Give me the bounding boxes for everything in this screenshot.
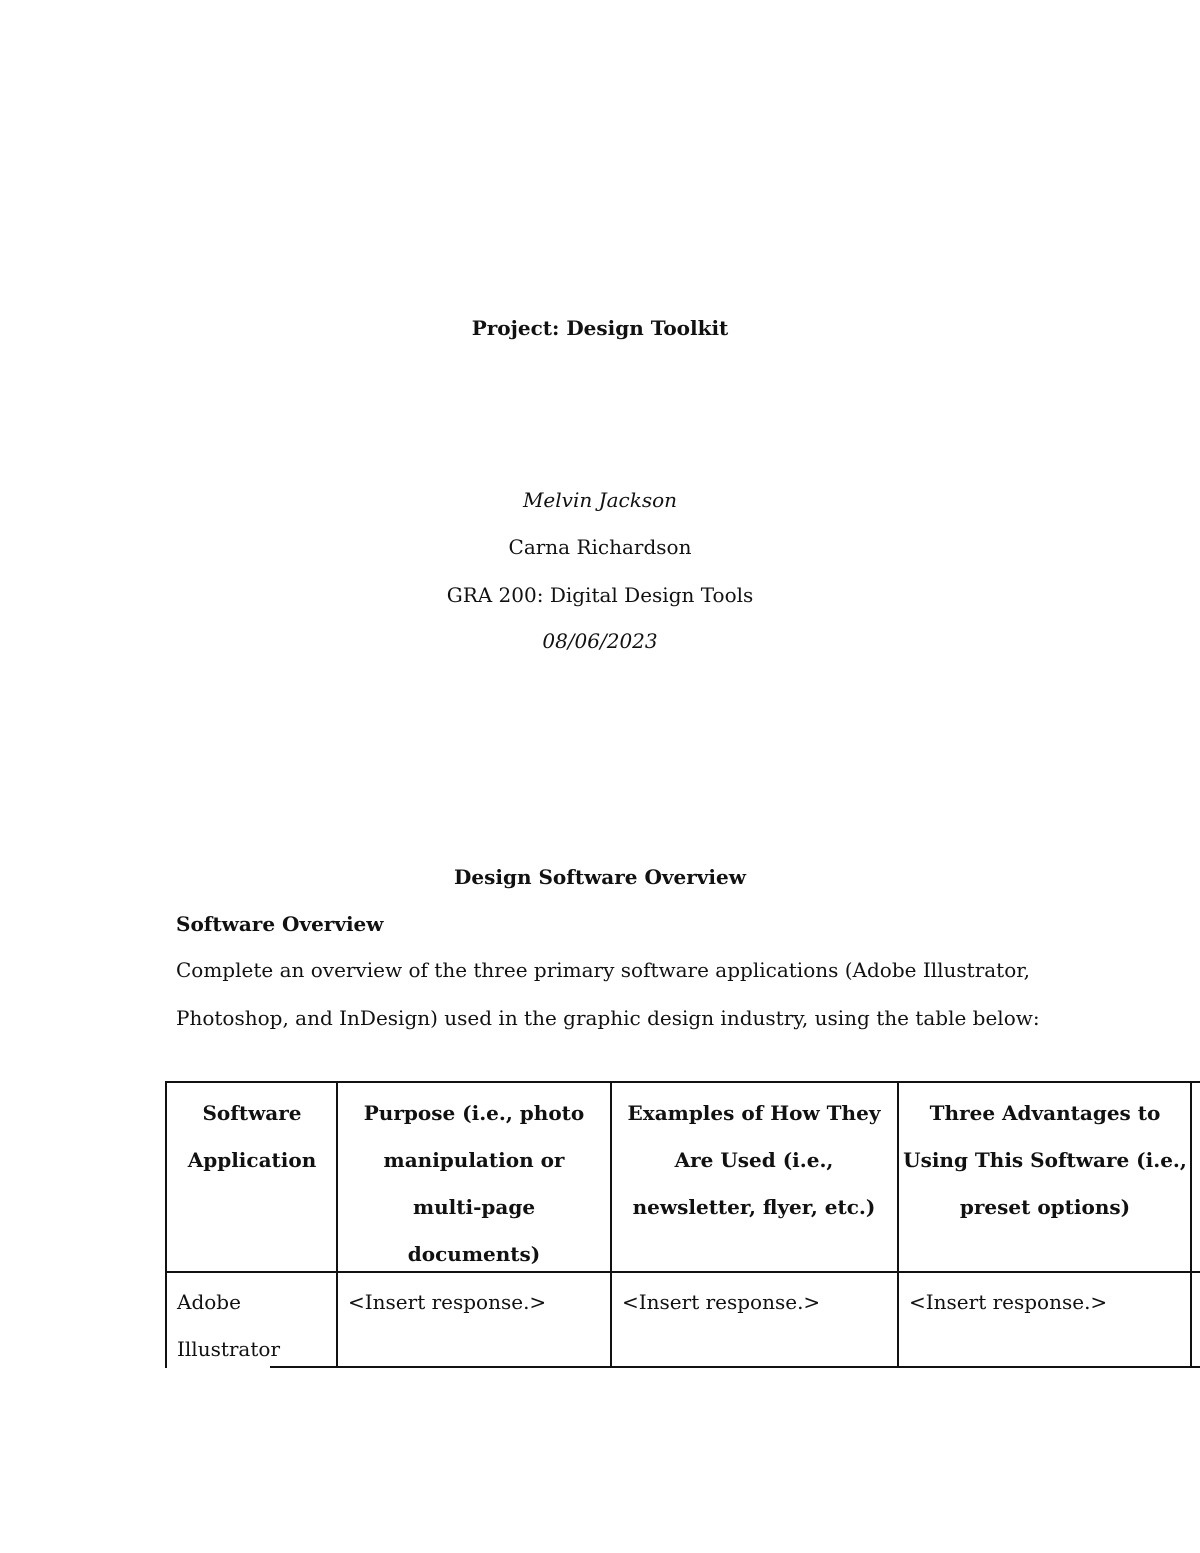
table-header-advantages: Three Advantages to Using This Software (i.e., preset options) (903, 1101, 1187, 1219)
instruction-paragraph-line-1: Complete an overview of the three primary software applications (Adobe Illustrator, (176, 958, 1030, 982)
table-header-purpose: Purpose (i.e., photo manipulation or multi-page documents) (363, 1101, 585, 1266)
table-bottom-border (270, 1366, 1200, 1368)
table-left-border (165, 1081, 167, 1368)
section-title: Design Software Overview (454, 865, 746, 889)
table-right-border (1190, 1081, 1192, 1368)
document-title: Project: Design Toolkit (471, 316, 729, 340)
section-subheading: Software Overview (176, 912, 384, 936)
table-column-divider-2 (610, 1081, 612, 1368)
table-column-divider-1 (336, 1081, 338, 1368)
table-column-divider-3 (897, 1081, 899, 1368)
table-header-software-application: Software Application (187, 1101, 317, 1172)
table-top-border (165, 1081, 1200, 1083)
table-header-divider (165, 1271, 1200, 1273)
author-name: Melvin Jackson (522, 488, 678, 512)
course-name: GRA 200: Digital Design Tools (446, 583, 754, 607)
table-cell-purpose: <Insert response.> (348, 1290, 547, 1314)
table-header-examples: Examples of How They Are Used (i.e., newsletter, flyer, etc.) (627, 1101, 881, 1219)
table-cell-advantages: <Insert response.> (909, 1290, 1108, 1314)
table-cell-application: Adobe Illustrator (177, 1290, 280, 1361)
table-cell-examples: <Insert response.> (622, 1290, 821, 1314)
document-date: 08/06/2023 (542, 629, 658, 653)
instruction-paragraph-line-2: Photoshop, and InDesign) used in the graphic design industry, using the table below: (176, 1006, 1040, 1030)
instructor-name: Carna Richardson (508, 535, 692, 559)
